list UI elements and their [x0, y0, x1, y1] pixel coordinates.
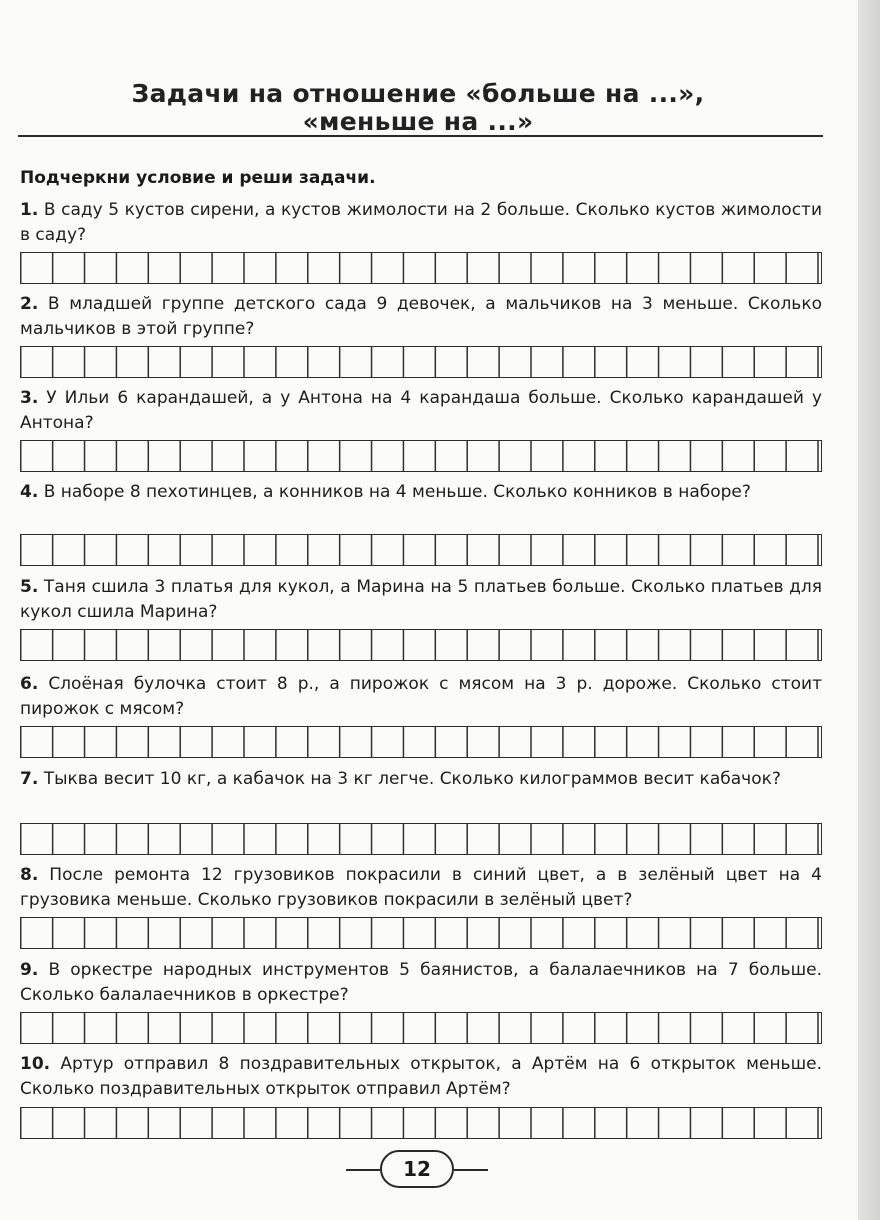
task-9-answer-grid[interactable] [20, 1012, 822, 1044]
task-5-text: Таня сшила 3 платья для кукол, а Марина на 5 платьев больше. Сколько платьев для кукол сшила Марина? [20, 577, 822, 622]
task-8-answer-grid[interactable] [20, 917, 822, 949]
task-3 [20, 386, 822, 436]
task-5-answer-grid[interactable] [20, 629, 822, 661]
title-divider [18, 135, 823, 137]
task-1-number: 1. [20, 200, 39, 220]
task-5-number: 5. [20, 577, 39, 597]
task-10-number: 10. [20, 1054, 51, 1074]
task-4 [20, 480, 822, 505]
task-10 [20, 1052, 822, 1102]
task-1-answer-grid[interactable] [20, 252, 822, 284]
task-6-answer-grid[interactable] [20, 726, 822, 758]
task-2-text: В младшей группе детского сада 9 девочек, а мальчиков на 3 меньше. Сколько мальчиков в этой группе? [20, 294, 822, 339]
page-number-text: 12 [403, 1157, 431, 1181]
task-4-answer-grid[interactable] [20, 534, 822, 566]
task-2-number: 2. [20, 294, 39, 314]
task-8 [20, 863, 822, 913]
task-2 [20, 292, 822, 342]
task-7-answer-grid[interactable] [20, 823, 822, 855]
task-6 [20, 672, 822, 722]
task-3-answer-grid[interactable] [20, 440, 822, 472]
task-1-text: В саду 5 кустов сирени, а кустов жимолости на 2 больше. Сколько кустов жимолости в саду? [20, 200, 822, 245]
task-6-text: Слоёная булочка стоит 8 р., а пирожок с мясом на 3 р. дороже. Сколько стоит пирожок с мясом? [20, 674, 822, 719]
title-line-2: «меньше на ...» [302, 107, 534, 136]
task-4-text: В наборе 8 пехотинцев, а конников на 4 меньше. Сколько конников в наборе? [38, 482, 751, 502]
task-9 [20, 958, 822, 1008]
task-8-number: 8. [20, 865, 39, 885]
task-5 [20, 575, 822, 625]
task-8-text: После ремонта 12 грузовиков покрасили в синий цвет, а в зелёный цвет на 4 грузовика меньше. Сколько грузовиков покрасили в зелёный цвет? [20, 865, 822, 910]
page-title [18, 80, 818, 136]
instruction-text: Подчеркни условие и реши задачи. [20, 168, 376, 188]
task-2-answer-grid[interactable] [20, 346, 822, 378]
task-9-text: В оркестре народных инструментов 5 баянистов, а балалаечников на 7 больше. Сколько балалаечников в оркестре? [20, 960, 822, 1005]
title-line-1: Задачи на отношение «больше на ...», [131, 79, 705, 108]
task-7 [20, 767, 822, 792]
task-7-number: 7. [20, 769, 39, 789]
page-number [380, 1150, 454, 1188]
task-3-text: У Ильи 6 карандашей, а у Антона на 4 карандаша больше. Сколько карандашей у Антона? [20, 388, 822, 433]
task-7-text: Тыква весит 10 кг, а кабачок на 3 кг легче. Сколько килограммов весит кабачок? [38, 769, 781, 789]
task-1 [20, 198, 822, 248]
task-6-number: 6. [20, 674, 39, 694]
task-9-number: 9. [20, 960, 39, 980]
task-10-answer-grid[interactable] [20, 1107, 822, 1139]
task-10-text: Артур отправил 8 поздравительных открыток, а Артём на 6 открыток меньше. Сколько поздравительных открыток отправил Артём? [20, 1054, 822, 1099]
task-3-number: 3. [20, 388, 39, 408]
page-edge-shadow [858, 0, 880, 1220]
task-4-number: 4. [20, 482, 39, 502]
